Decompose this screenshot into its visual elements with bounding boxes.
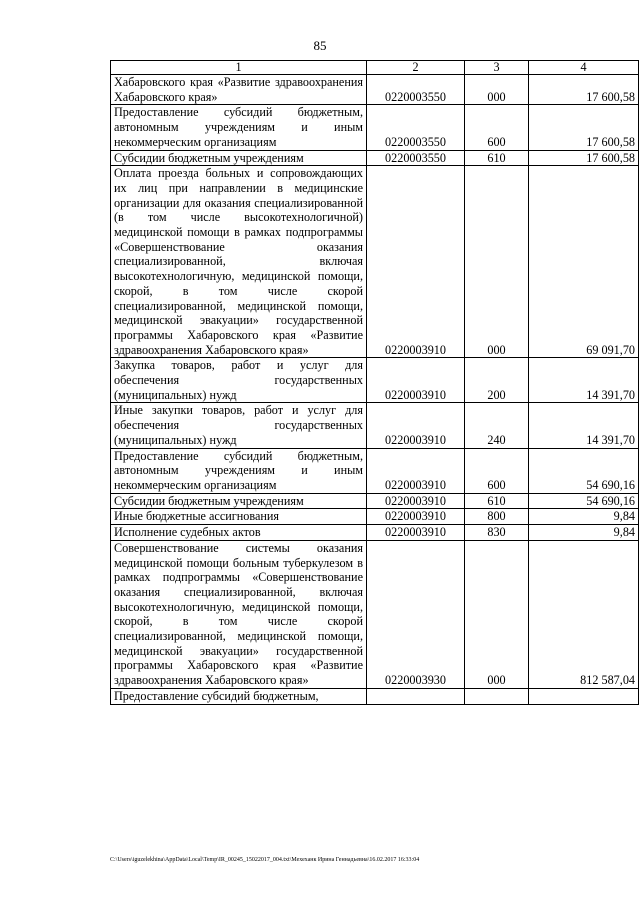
row-description: Исполнение судебных актов [111,525,367,541]
row-description: Оплата проезда больных и сопровождающих их лиц при направлении в медицинские организации для оказания специализированной (в том числе высокотехнологичной) медицинской помощи в рамках подпрограммы «Совершенствование оказания специализированной, включая высокотехнологичную, медицинской помощи, скорой, в том числе скорой специализированной, медицинской помощи, медицинской эвакуации» государственной программы Хабаровского края «Развитие здравоохранения Хабаровского края» [111,166,367,358]
row-expense-type [465,688,529,704]
row-target-code: 0220003910 [367,525,465,541]
row-target-code: 0220003910 [367,166,465,358]
row-description: Предоставление субсидий бюджетным, автономным учреждениям и иным некоммерческим организациям [111,448,367,493]
row-target-code: 0220003910 [367,493,465,509]
column-header-2: 2 [367,61,465,75]
row-amount: 54 690,16 [529,448,639,493]
row-description: Субсидии бюджетным учреждениям [111,150,367,166]
row-expense-type: 600 [465,448,529,493]
row-target-code [367,688,465,704]
table-row [111,525,639,541]
table-row [111,166,639,358]
row-target-code: 0220003930 [367,540,465,688]
row-description: Совершенствование системы оказания медицинской помощи больным туберкулезом в рамках подпрограммы «Совершенствование оказания специализированной, включая высокотехнологичную, медицинской помощи, скорой, в том числе скорой специализированной, медицинской помощи, медицинской эвакуации» государственной программы Хабаровского края «Развитие здравоохранения Хабаровского края» [111,540,367,688]
row-amount: 17 600,58 [529,105,639,150]
row-description: Субсидии бюджетным учреждениям [111,493,367,509]
row-expense-type: 610 [465,150,529,166]
row-target-code: 0220003550 [367,105,465,150]
row-expense-type: 830 [465,525,529,541]
table-row [111,403,639,448]
table-row [111,358,639,403]
row-amount: 17 600,58 [529,75,639,105]
row-amount: 17 600,58 [529,150,639,166]
row-expense-type: 610 [465,493,529,509]
row-expense-type: 000 [465,166,529,358]
row-amount: 14 391,70 [529,403,639,448]
row-description: Предоставление субсидий бюджетным, автономным учреждениям и иным некоммерческим организациям [111,105,367,150]
row-expense-type: 800 [465,509,529,525]
row-target-code: 0220003910 [367,358,465,403]
row-amount: 9,84 [529,509,639,525]
table-row [111,105,639,150]
row-description: Хабаровского края «Развитие здравоохранения Хабаровского края» [111,75,367,105]
table-row [111,540,639,688]
row-expense-type: 200 [465,358,529,403]
footer-file-path: C:\Users\iguzelekhina\AppData\Local\Temp\IR_00245_15022017_004.txt\Мехеханк Ирина Геннадьевна\16.02.2017 16:33:04 [110,857,420,863]
table-row [111,509,639,525]
column-header-4: 4 [529,61,639,75]
row-expense-type: 000 [465,75,529,105]
row-expense-type: 000 [465,540,529,688]
row-amount: 69 091,70 [529,166,639,358]
row-description: Предоставление субсидий бюджетным, [111,688,367,704]
row-amount: 54 690,16 [529,493,639,509]
row-description: Иные бюджетные ассигнования [111,509,367,525]
row-amount: 14 391,70 [529,358,639,403]
table-row [111,448,639,493]
table-header-row [111,61,639,75]
row-target-code: 0220003910 [367,403,465,448]
row-amount: 812 587,04 [529,540,639,688]
row-target-code: 0220003910 [367,509,465,525]
row-expense-type: 240 [465,403,529,448]
row-target-code: 0220003910 [367,448,465,493]
table-row [111,150,639,166]
row-expense-type: 600 [465,105,529,150]
row-description: Иные закупки товаров, работ и услуг для обеспечения государственных (муниципальных) нужд [111,403,367,448]
column-header-3: 3 [465,61,529,75]
table-row [111,75,639,105]
column-header-1: 1 [111,61,367,75]
budget-table [110,60,639,705]
page-number: 85 [313,38,327,53]
row-target-code: 0220003550 [367,150,465,166]
row-target-code: 0220003550 [367,75,465,105]
row-description: Закупка товаров, работ и услуг для обеспечения государственных (муниципальных) нужд [111,358,367,403]
table-row [111,493,639,509]
row-amount [529,688,639,704]
table-body [111,75,639,705]
row-amount: 9,84 [529,525,639,541]
table-row [111,688,639,704]
